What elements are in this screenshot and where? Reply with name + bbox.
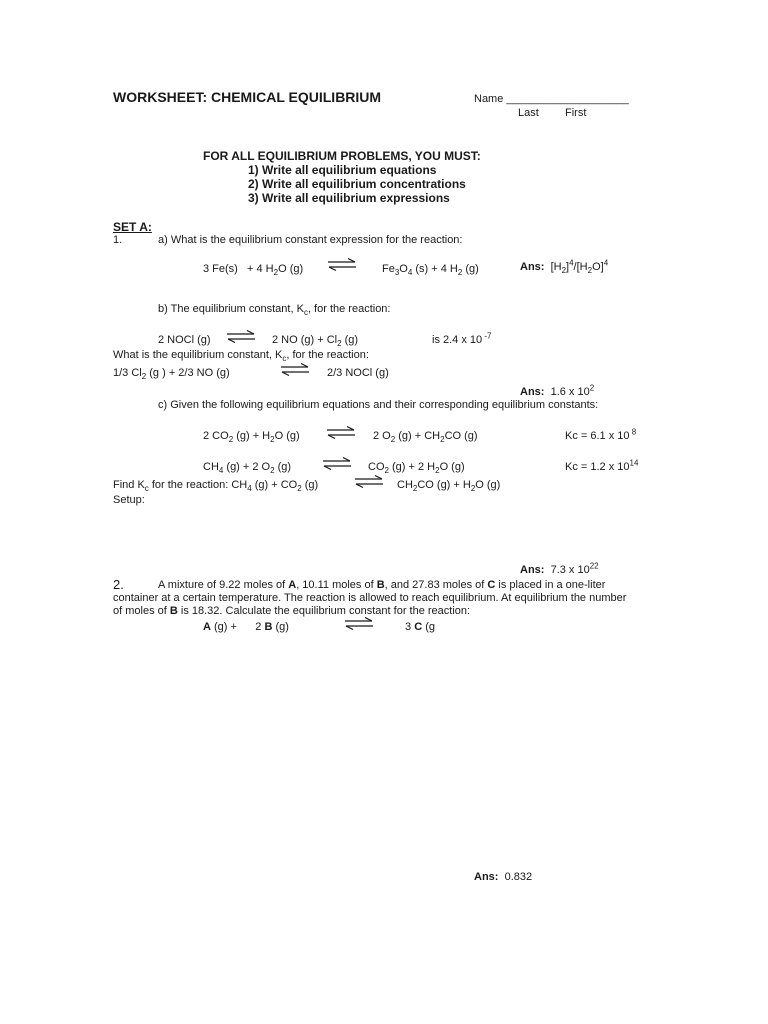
q2-reaction-right: 3 C (g bbox=[405, 621, 435, 633]
q1c-eq2-k: Kc = 1.2 x $10^{14}$ bbox=[565, 458, 639, 473]
question-1b-prompt: b) The equilibrium constant, $K_c$, for the reaction: bbox=[158, 303, 391, 318]
q1b-reaction-2-left: 1/3 $Cl_2$ (g ) + 2/3 NO (g) bbox=[113, 367, 230, 382]
question-1a-prompt: a) What is the equilibrium constant expression for the reaction: bbox=[158, 234, 463, 246]
instructions-heading: FOR ALL EQUILIBRIUM PROBLEMS, YOU MUST: bbox=[203, 149, 481, 163]
equilibrium-arrow-icon bbox=[226, 330, 256, 344]
instruction-item-1: 1) Write all equilibrium equations bbox=[248, 163, 437, 177]
last-label: Last bbox=[518, 107, 539, 119]
q1b-reaction-2-right: 2/3 NOCl (g) bbox=[327, 367, 389, 379]
question-1-number: 1. bbox=[113, 234, 123, 246]
name-field bbox=[474, 93, 629, 105]
equilibrium-arrow-icon bbox=[322, 457, 352, 471]
question-2-number: 2. bbox=[113, 577, 124, 592]
q1c-find-left: Find $K_c$ for the reaction: $CH_4$ $(g) + CO_2$ (g) bbox=[113, 479, 319, 494]
set-a-label: SET A: bbox=[113, 220, 152, 234]
q1c-eq1-left: 2 $CO_2$ $(g) + H_2O$ (g) bbox=[203, 430, 300, 445]
q1c-setup-label: Setup: bbox=[113, 494, 145, 506]
q1b-given-k: is 2.4 x 10 $^{-7}$ bbox=[432, 331, 492, 346]
q1c-answer: Ans: 7.3 x $10^{22}$ bbox=[520, 561, 599, 576]
name-blank: ____________________ bbox=[506, 93, 629, 105]
q1c-eq1-right: 2 $O_2$ $(g) + CH_2CO$ (g) bbox=[373, 430, 478, 445]
equilibrium-arrow-icon bbox=[327, 258, 357, 272]
instruction-item-3: 3) Write all equilibrium expressions bbox=[248, 191, 450, 205]
q2-answer: Ans: 0.832 bbox=[474, 871, 533, 883]
instruction-item-2: 2) Write all equilibrium concentrations bbox=[248, 177, 466, 191]
q2-line-3: of moles of B is 18.32. Calculate the equilibrium constant for the reaction: bbox=[113, 605, 471, 617]
equilibrium-arrow-icon bbox=[280, 363, 310, 377]
q1b-question: What is the equilibrium constant, $K_c$, for the reaction: bbox=[113, 349, 369, 364]
equilibrium-arrow-icon bbox=[326, 426, 356, 440]
q1b-reactant: 2 NOCl (g) bbox=[158, 334, 211, 346]
q1c-eq2-right: $CO_2$ (g) + 2 $H_2O$ (g) bbox=[368, 461, 465, 476]
q1a-answer: Ans: $[H_2]^4/[H_2O]^4$ bbox=[520, 258, 609, 276]
q1a-reactants: 3 Fe(s) + 4 $H_2O$ (g) bbox=[203, 263, 304, 278]
name-label: Name bbox=[474, 93, 504, 105]
q1c-eq1-k: Kc = 6.1 x 10 $^8$ bbox=[565, 427, 637, 442]
equilibrium-arrow-icon bbox=[344, 617, 374, 631]
worksheet-title: WORKSHEET: CHEMICAL EQUILIBRIUM bbox=[113, 89, 382, 105]
first-label: First bbox=[565, 107, 587, 119]
q1a-products: $Fe_3O_4$ (s) + 4 $H_2$ (g) bbox=[382, 263, 479, 278]
q2-line-1: A mixture of 9.22 moles of A, 10.11 moles of B, and 27.83 moles of C is placed in a one-liter bbox=[158, 579, 606, 591]
q1b-answer: Ans: 1.6 x $10^2$ bbox=[520, 383, 595, 398]
q2-line-2: container at a certain temperature. The reaction is allowed to reach equilibrium. At equilibrium the number bbox=[113, 592, 627, 604]
equilibrium-arrow-icon bbox=[354, 475, 384, 489]
q1b-product: 2 NO $(g) + Cl_2$ (g) bbox=[272, 334, 359, 349]
q1c-eq2-left: $CH_4$ (g) + 2 $O_2$ (g) bbox=[203, 461, 292, 476]
q2-reaction-left: A (g) + 2 B (g) bbox=[203, 621, 289, 633]
question-1c-prompt: c) Given the following equilibrium equations and their corresponding equilibrium constants: bbox=[158, 399, 599, 411]
q1c-find-right: $CH_2CO$ $(g) + H_2O$ (g) bbox=[397, 479, 501, 494]
